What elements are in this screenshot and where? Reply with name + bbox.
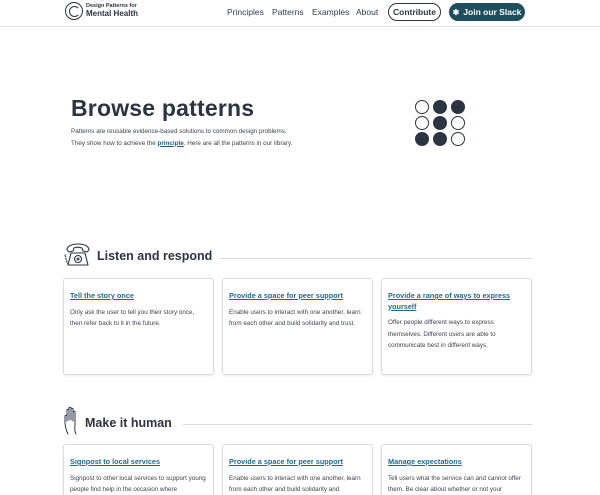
pattern-dot [451,132,465,146]
pattern-dot [415,100,429,114]
pattern-card[interactable] [222,444,373,495]
pattern-card[interactable] [381,444,532,495]
pattern-dot [433,132,447,146]
pattern-dot [415,132,429,146]
pattern-card[interactable] [63,278,214,375]
hero-text-end: . Here are all the patterns in our library. [183,139,293,147]
pattern-card-title[interactable]: Provide a range of ways to express yourself [388,291,511,311]
hand-icon [62,406,82,436]
hero-text-start: Patterns are reusable evidence-based solutions to common design problems. They show how to achieve the [71,128,287,147]
section-divider [183,424,532,425]
principle-link[interactable]: principle [157,139,184,147]
pattern-dot [415,116,429,130]
pattern-dot [433,100,447,114]
pattern-card-text: Enable users to interact with one another, learn from each other and build solidarity and trust. [229,308,361,327]
pattern-card-title[interactable]: Tell the story once [70,291,134,300]
logo-line1: Design Patterns for [86,2,137,9]
pattern-dot [451,100,465,114]
pattern-card-text: Tell users what the service can and cannot offer them. Be clear about whether or not your [388,474,521,493]
pattern-dot [451,116,465,130]
pattern-card[interactable] [222,278,373,375]
nav-patterns[interactable]: Patterns [272,7,304,17]
telephone-icon [63,241,93,269]
hero-description [71,126,301,149]
join-slack-label: Join our Slack [463,7,522,17]
pattern-card-text: Signpost to other local services to support young people find help in the occasion where [70,474,206,493]
pattern-card[interactable] [63,444,214,495]
contribute-button[interactable]: Contribute [388,3,441,21]
join-slack-button[interactable] [449,3,525,21]
section-title-make-it-human: Make it human [85,416,172,430]
nav-about[interactable]: About [356,7,379,17]
pattern-card-title[interactable]: Provide a space for peer support [229,291,343,300]
pattern-dot [433,116,447,130]
section-title-listen-respond: Listen and respond [97,249,213,263]
pattern-card-text: Offer people different ways to express themselves. Different users are able to communicate best in different ways. [388,319,496,349]
page-title: Browse patterns [71,95,255,121]
site-logo[interactable] [65,2,138,20]
pattern-card-title[interactable]: Signpost to local services [70,457,161,466]
site-header [0,0,600,27]
pattern-card[interactable] [381,278,532,375]
slack-icon: ✱ [452,7,460,17]
nav-examples[interactable]: Examples [312,7,350,17]
pattern-dots-illustration [415,100,467,147]
nav-principles[interactable]: Principles [227,7,264,17]
pattern-card-text: Enable users to interact with one another, learn from each other and build solidarity and [229,474,361,493]
section-divider [219,258,532,259]
logo-text [86,4,138,19]
logo-icon [65,2,83,20]
pattern-card-title[interactable]: Manage expectations [388,457,462,466]
logo-line2: Mental Health [86,9,139,19]
pattern-card-title[interactable]: Provide a space for peer support [229,457,343,466]
pattern-card-text: Only ask the user to tell you their story once, then refer back to it in the future. [70,308,195,327]
